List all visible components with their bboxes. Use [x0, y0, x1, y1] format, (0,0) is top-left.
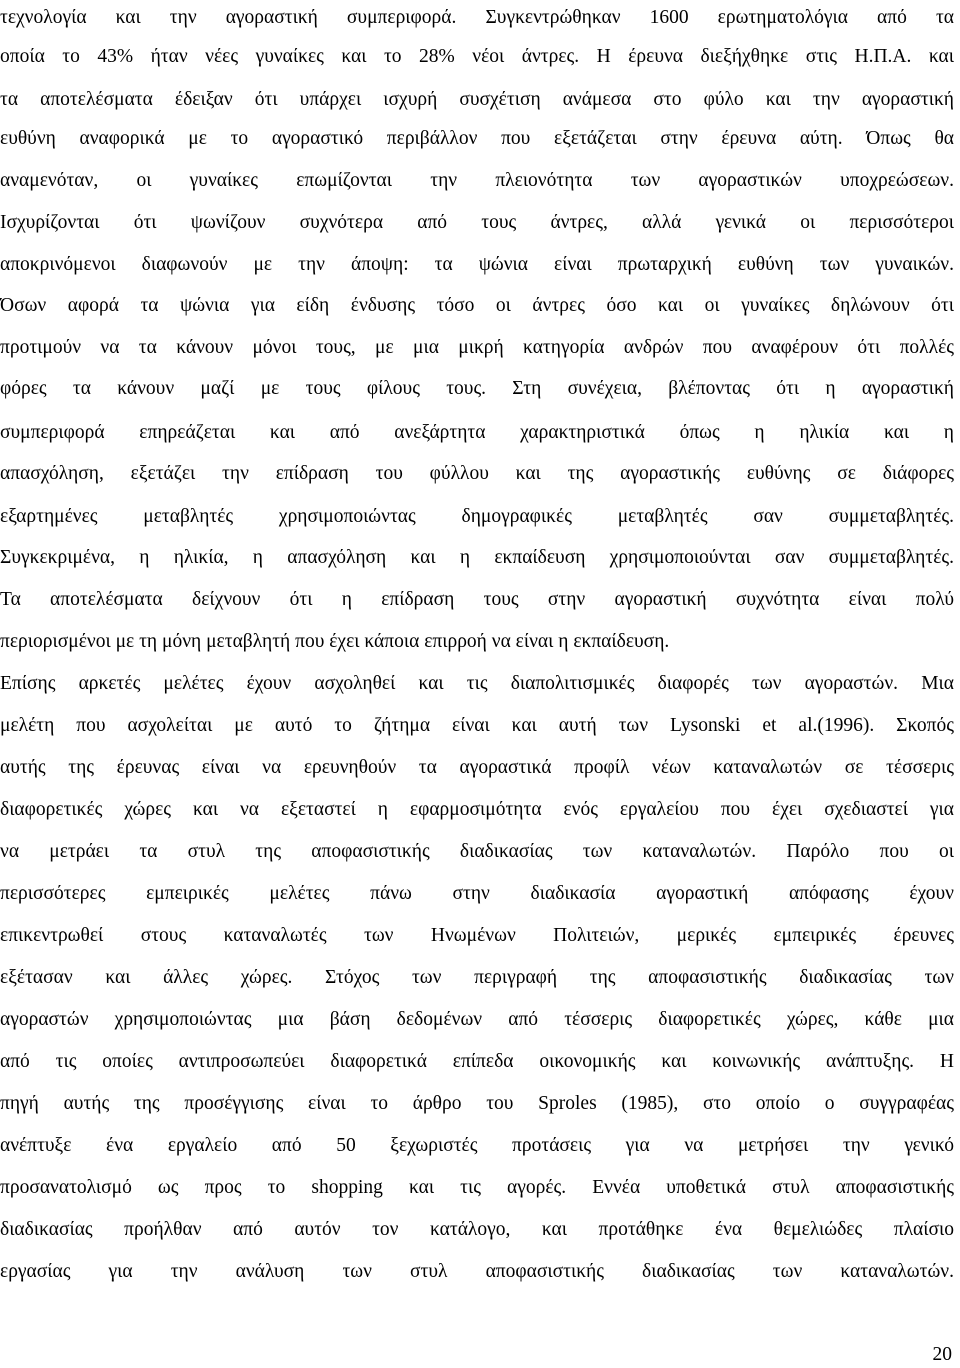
- text-line: περισσότερες εμπειρικές μελέτες πάνω στην διαδικασία αγοραστική απόφασης έχουν: [0, 883, 954, 904]
- text-line: Τα αποτελέσματα δείχνουν ότι η επίδραση τους στην αγοραστική συχνότητα είναι πολύ: [0, 589, 954, 610]
- text-line: αγοραστών χρησιμοποιώντας μια βάση δεδομένων από τέσσερις διαφορετικές χώρες, κάθε μια: [0, 1009, 954, 1030]
- text-line: μελέτη που ασχολείται με αυτό το ζήτημα είναι και αυτή των Lysonski et al.(1996). Σκοπός: [0, 715, 954, 736]
- text-line: αναμενόταν, οι γυναίκες επωμίζονται την πλειονότητα των αγοραστικών υποχρεώσεων.: [0, 170, 954, 191]
- text-line: τα αποτελέσματα έδειξαν ότι υπάρχει ισχυρή συσχέτιση ανάμεσα στο φύλο και την αγοραστική: [0, 89, 954, 110]
- text-line: Ισχυρίζονται ότι ψωνίζουν συχνότερα από τους άντρες, αλλά γενικά οι περισσότεροι: [0, 212, 954, 233]
- text-line: ανέπτυξε ένα εργαλείο από 50 ξεχωριστές προτάσεις για να μετρήσει την γενικό: [0, 1135, 954, 1156]
- text-line: πηγή αυτής της προσέγγισης είναι το άρθρο του Sproles (1985), στο οποίο ο συγγραφέας: [0, 1093, 954, 1114]
- text-line: συμπεριφορά επηρεάζεται και από ανεξάρτητα χαρακτηριστικά όπως η ηλικία και η: [0, 422, 954, 443]
- text-line: εξέτασαν και άλλες χώρες. Στόχος των περιγραφή της αποφασιστικής διαδικασίας των: [0, 967, 954, 988]
- text-line: εξαρτημένες μεταβλητές χρησιμοποιώντας δημογραφικές μεταβλητές σαν συμμεταβλητές.: [0, 506, 954, 527]
- text-line: φόρες τα κάνουν μαζί με τους φίλους τους. Στη συνέχεια, βλέποντας ότι η αγοραστική: [0, 378, 954, 399]
- text-line: αυτής της έρευνας είναι να ερευνηθούν τα αγοραστικά προφίλ νέων καταναλωτών σε τέσσερις: [0, 757, 954, 778]
- text-line: Όσων αφορά τα ψώνια για είδη ένδυσης τόσο οι άντρες όσο και οι γυναίκες δηλώνουν ότι: [0, 295, 954, 316]
- text-line: επικεντρωθεί στους καταναλωτές των Ηνωμένων Πολιτειών, μερικές εμπειρικές έρευνες: [0, 925, 954, 946]
- text-line: από τις οποίες αντιπροσωπεύει διαφορετικά επίπεδα οικονομικής και κοινωνικής ανάπτυξης. Η: [0, 1051, 954, 1072]
- text-line: διαδικασίας προήλθαν από αυτόν τον κατάλογο, και προτάθηκε ένα θεμελιώδες πλαίσιο: [0, 1219, 954, 1240]
- page-number: 20: [932, 1344, 952, 1365]
- text-line: απασχόληση, εξετάζει την επίδραση του φύλλου και της αγοραστικής ευθύνης σε διάφορες: [0, 463, 954, 484]
- text-line: προτιμούν να τα κάνουν μόνοι τους, με μια μικρή κατηγορία ανδρών που αναφέρουν ότι πολλές: [0, 337, 954, 358]
- text-line: περιορισμένοι με τη μόνη μεταβλητή που έχει κάποια επιρροή να είναι η εκπαίδευση.: [0, 631, 670, 652]
- text-line: να μετράει τα στυλ της αποφασιστικής διαδικασίας των καταναλωτών. Παρόλο που οι: [0, 841, 954, 862]
- text-line: προσανατολισμό ως προς το shopping και τις αγορές. Εννέα υποθετικά στυλ αποφασιστικής: [0, 1177, 954, 1198]
- text-line: αποκρινόμενοι διαφωνούν με την άποψη: τα ψώνια είναι πρωταρχική ευθύνη των γυναικών.: [0, 254, 954, 275]
- text-line: Επίσης αρκετές μελέτες έχουν ασχοληθεί και τις διαπολιτισμικές διαφορές των αγοραστών. Μια: [0, 673, 954, 694]
- text-line: Συγκεκριμένα, η ηλικία, η απασχόληση και η εκπαίδευση χρησιμοποιούνται σαν συμμεταβλητές.: [0, 547, 954, 568]
- text-line: οποία το 43% ήταν νέες γυναίκες και το 28% νέοι άντρες. Η έρευνα διεξήχθηκε στις Η.Π.Α. και: [0, 46, 954, 67]
- text-line: διαφορετικές χώρες και να εξεταστεί η εφαρμοσιμότητα ενός εργαλείου που έχει σχεδιαστεί για: [0, 799, 954, 820]
- text-line: εργασίας για την ανάλυση των στυλ αποφασιστικής διαδικασίας των καταναλωτών.: [0, 1261, 954, 1282]
- text-line: ευθύνη αναφορικά με το αγοραστικό περιβάλλον που εξετάζεται στην έρευνα αύτη. Όπως θα: [0, 128, 954, 149]
- text-line: τεχνολογία και την αγοραστική συμπεριφορά. Συγκεντρώθηκαν 1600 ερωτηματολόγια από τα: [0, 7, 954, 28]
